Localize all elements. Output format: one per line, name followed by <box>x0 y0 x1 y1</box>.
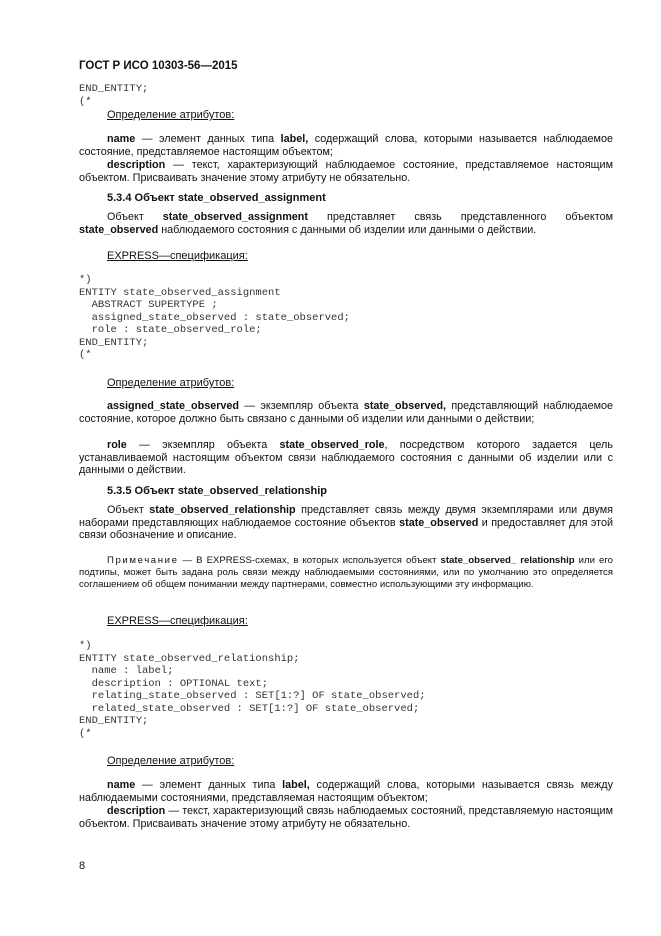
express-spec-heading-1: EXPRESS—спецификация: <box>107 250 248 262</box>
code-state-observed-relationship: *) ENTITY state_observed_relationship; name : label; description : OPTIONAL text; relating_state_observed : SET[1:?] OF state_observed; related_state_observed : SET[1:?] OF state_observed; END_ENTITY; (* <box>79 640 426 740</box>
attributes-heading-1: Определение атрибутов: <box>107 109 235 121</box>
paragraph-description-attr-1: description — текст, характеризующий наблюдаемое состояние, представляемое настоящим объектом. Присваивать значение этому атрибуту не обязательно. <box>79 159 613 184</box>
paragraph-name-attr-1: name — элемент данных типа label, содержащий слова, которыми называется наблюдаемое состояние, представляемое настоящим объектом; <box>79 133 613 158</box>
code-state-observed-assignment: *) ENTITY state_observed_assignment ABSTRACT SUPERTYPE ; assigned_state_observed : state_observed; role : state_observed_role; END_ENTITY; (* <box>79 274 350 361</box>
attributes-heading-3: Определение атрибутов: <box>107 755 235 767</box>
note-paragraph: Примечание — В EXPRESS-схемах, в которых используется объект state_observed_ relationship или его подтипы, может быть задана роль связи между наблюдаемыми состояниями, или по умолчанию это определяется соглашением об общем понимании между партнерами, совместно использующими эту информацию. <box>79 555 613 591</box>
paragraph-assignment-desc: Объект state_observed_assignment представляет связь представленного объектом state_observed наблюдаемого состояния с данными об изделии или данными о действии. <box>79 211 613 236</box>
express-spec-heading-2: EXPRESS—спецификация: <box>107 615 248 627</box>
code-end-entity: END_ENTITY; (* <box>79 83 149 108</box>
page-header-title: ГОСТ Р ИСО 10303-56—2015 <box>79 60 238 72</box>
section-534-heading: 5.3.4 Объект state_observed_assignment <box>107 192 326 204</box>
page-number: 8 <box>79 860 86 872</box>
paragraph-name-attr-2: name — элемент данных типа label, содержащий слова, которыми называется связь между наблюдаемыми состояниями, представляемая настоящим объектом; <box>79 779 613 804</box>
term-description: description <box>107 159 166 171</box>
paragraph-assigned-state-observed: assigned_state_observed — экземпляр объекта state_observed, представляющий наблюдаемое состояние, которое должно быть связано с данными об изделии или данными о действии; <box>79 400 613 425</box>
paragraph-description-attr-2: description — текст, характеризующий связь наблюдаемых состояний, представляемую настоящим объектом. Присваивать значение этому атрибуту не обязательно. <box>79 805 613 830</box>
term-name: name <box>107 133 136 145</box>
paragraph-relationship-desc: Объект state_observed_relationship представляет связь между двумя экземплярами или двумя наборами представляющих наблюдаемое состояние объектов state_observed и предоставляет для этой связи обозначение и описание. <box>79 504 613 542</box>
section-535-heading: 5.3.5 Объект state_observed_relationship <box>107 485 327 497</box>
attributes-heading-2: Определение атрибутов: <box>107 377 235 389</box>
paragraph-role: role — экземпляр объекта state_observed_role, посредством которого задается цель устанавливаемой настоящим объектом связи наблюдаемого состояния с данными об изделии или с данными о действии. <box>79 439 613 477</box>
note-label: Примечание <box>107 555 179 566</box>
